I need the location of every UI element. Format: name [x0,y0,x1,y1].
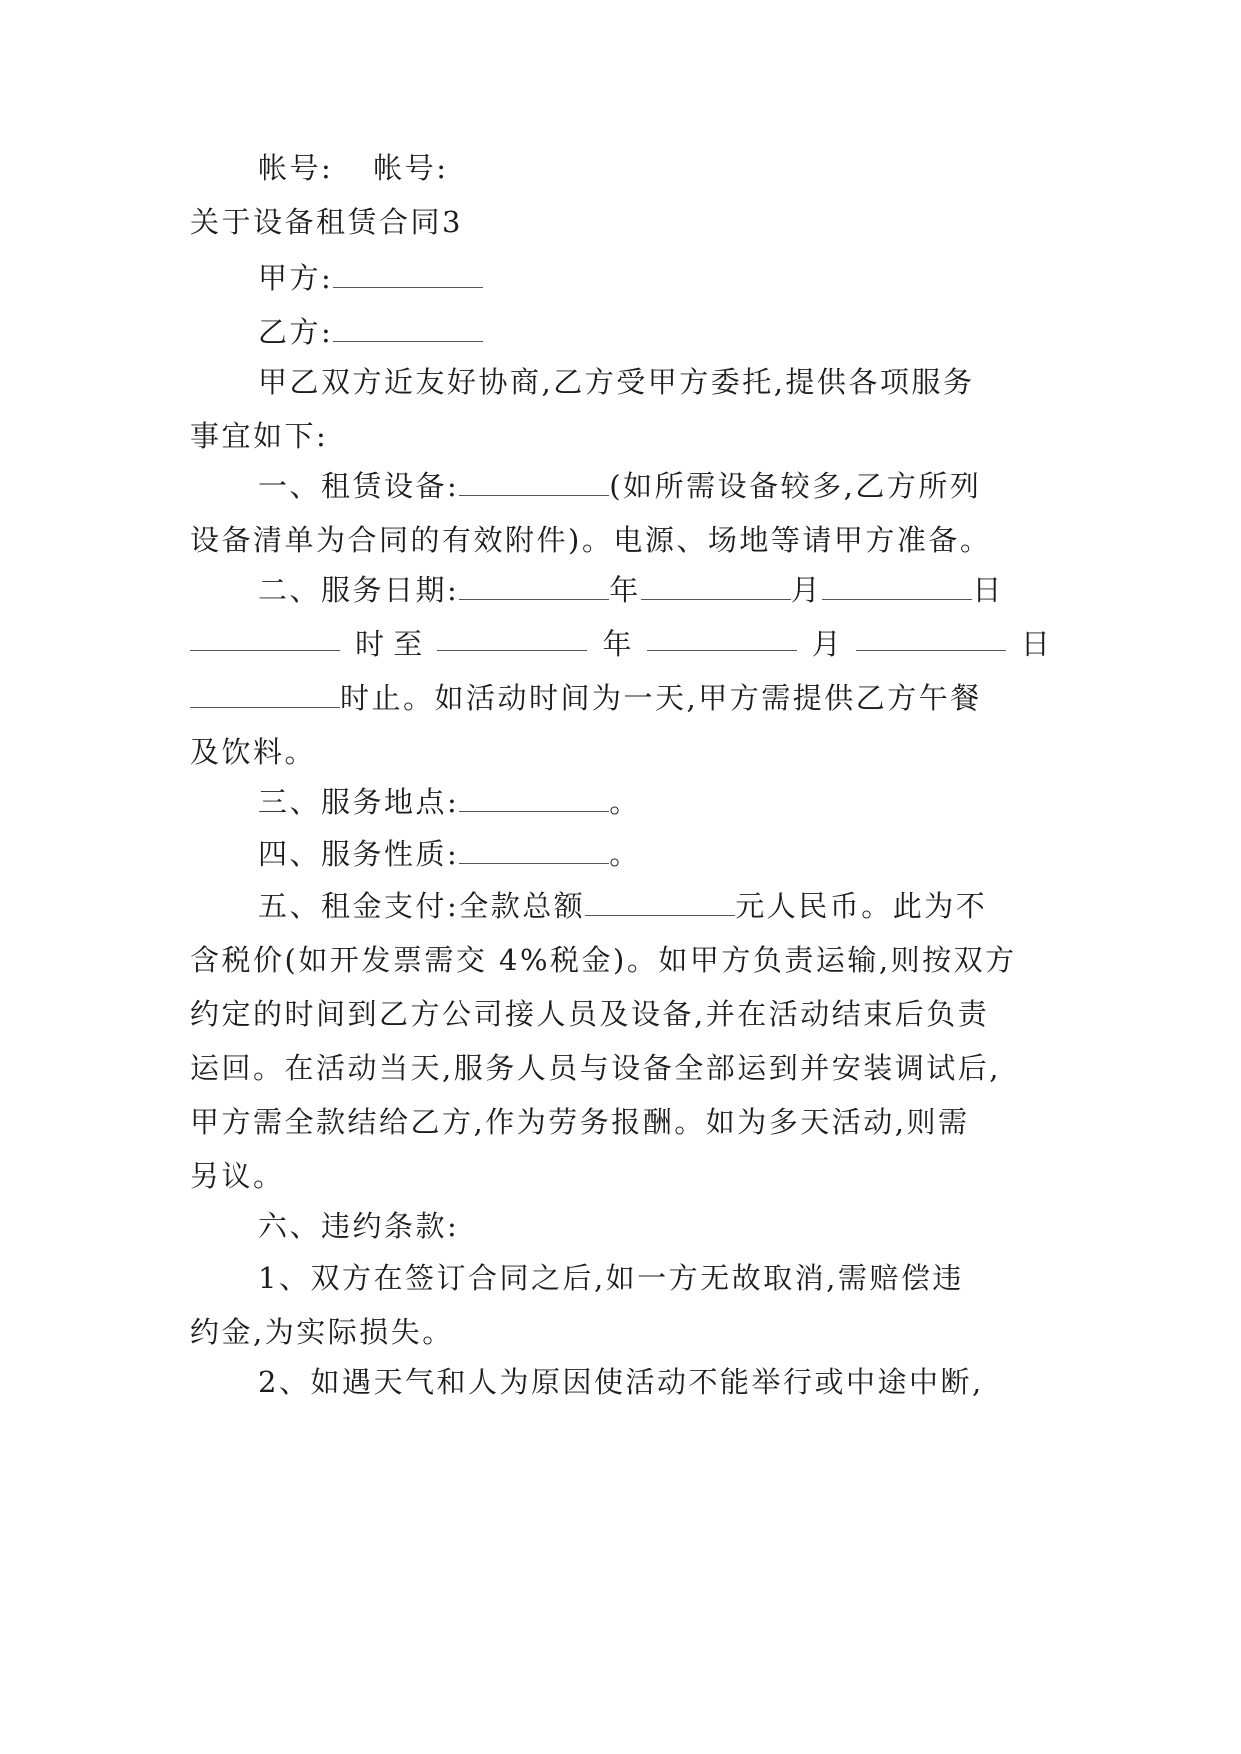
clause6-item1-line-1: 1、双方在签订合同之后,如一方无故取消,需赔偿违 [258,1261,964,1295]
intro-line-1: 甲乙双方近友好协商,乙方受甲方委托,提供各项服务 [258,365,975,399]
location-blank [459,785,609,812]
equipment-blank [459,469,609,496]
intro-line-2: 事宜如下: [190,419,329,453]
clause2-line-3: 时止。如活动时间为一天,甲方需提供乙方午餐 [190,678,1050,718]
account-label-b: 帐号: [373,151,449,185]
clause4-line: 四、服务性质: 。 [258,837,641,871]
clause2-line-4: 及饮料。 [190,735,317,769]
nature-blank [459,837,609,864]
clause3-line: 三、服务地点: 。 [258,785,641,819]
party-b-blank [333,315,483,342]
party-a-blank [333,261,483,288]
clause6-item2-line-1: 2、如遇天气和人为原因使活动不能举行或中途中断, [258,1365,984,1399]
clause5-line-3: 约定的时间到乙方公司接人员及设备,并在活动结束后负责 [190,997,990,1031]
clause5-line-2: 含税价(如开发票需交 4%税金)。如甲方负责运输,则按双方 [190,943,1017,977]
amount-blank [585,889,735,916]
party-a-line: 甲方: [258,258,1050,298]
clause5-line-1: 五、租金支付:全款总额 元人民币。此为不 [258,889,988,923]
clause6-heading: 六、违约条款: [258,1209,460,1243]
party-b-line: 乙方: [258,312,1050,352]
account-label-a: 帐号: [258,151,334,185]
account-line [258,148,1050,188]
clause5-line-6: 另议。 [190,1159,285,1193]
clause2-line-1: 二、服务日期: 年 月 日 [258,573,1004,607]
clause5-line-4: 运回。在活动当天,服务人员与设备全部运到并安装调试后, [190,1051,1001,1085]
clause6-item1-line-2: 约金,为实际损失。 [190,1315,454,1349]
clause5-line-5: 甲方需全款结给乙方,作为劳务报酬。如为多天活动,则需 [190,1105,970,1139]
clause1-line-2: 设备清单为合同的有效附件)。电源、场地等请甲方准备。 [190,523,992,557]
clause2-line-2: 时 至 年 月 日 [190,624,1050,664]
document-title: 关于设备租赁合同3 [190,205,463,239]
clause1-line-1: 一、租赁设备: (如所需设备较多,乙方所列 [258,469,982,503]
